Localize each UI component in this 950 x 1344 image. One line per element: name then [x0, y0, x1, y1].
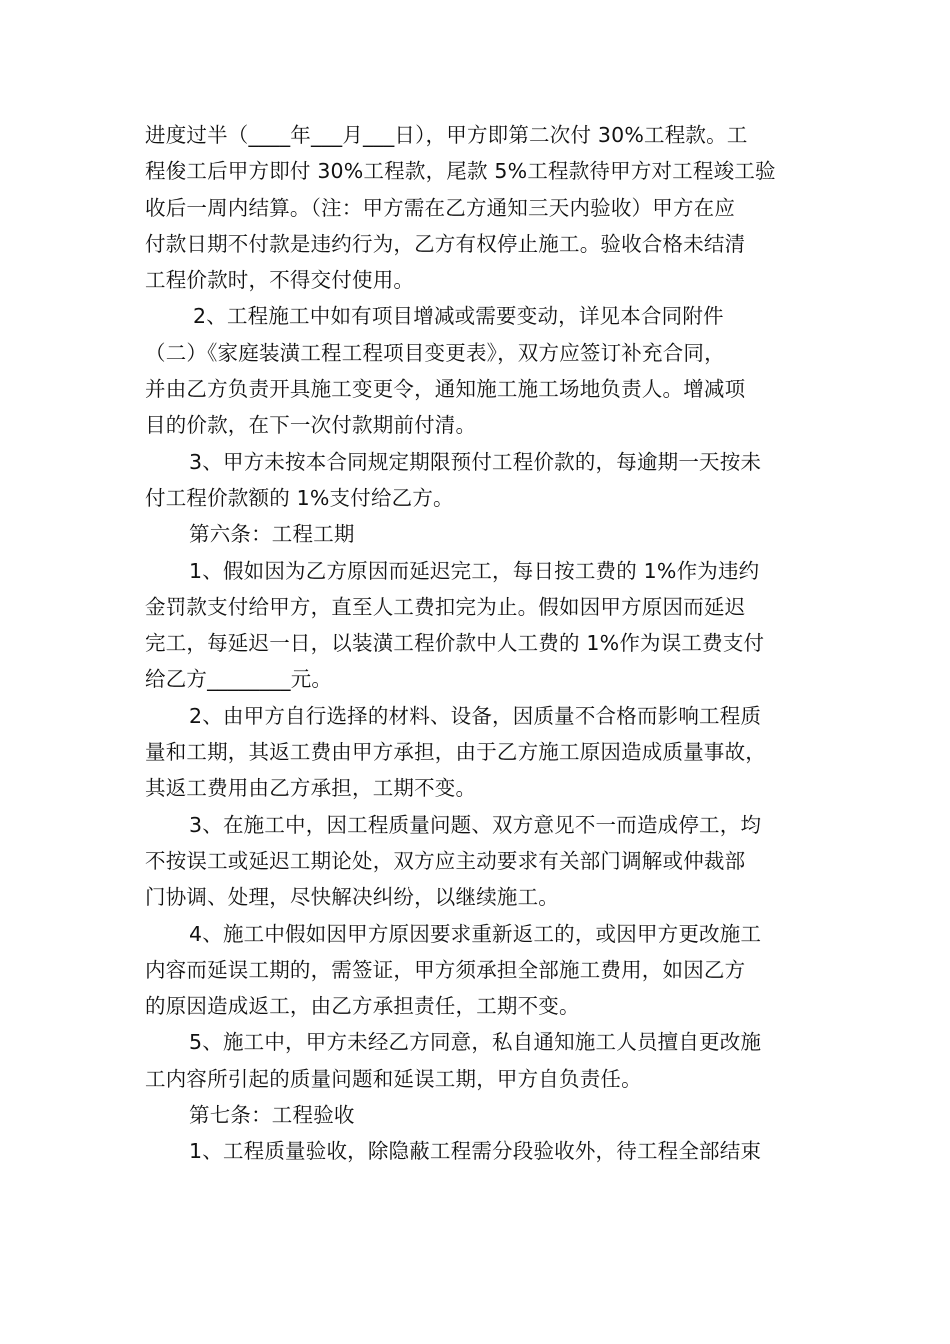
text-line: 工程价款时，不得交付使用。 — [145, 268, 415, 293]
text-line: 门协调、处理，尽快解决纠纷，以继续施工。 — [145, 885, 559, 910]
heading-text: 第六条：工程工期 — [189, 522, 355, 547]
section-heading-article-7 — [145, 1097, 813, 1133]
contract-body — [145, 117, 813, 1170]
text-line: 2、工程施工中如有项目增减或需要变动，详见本合同附件 — [193, 304, 724, 329]
paragraph-item-3-late-payment — [145, 444, 813, 517]
text-line: 4、施工中假如因甲方原因要求重新返工的，或因甲方更改施工 — [189, 921, 762, 946]
text-line: 内容而延误工期的，需签证，甲方须承担全部施工费用，如因乙方 — [145, 957, 746, 982]
text-line: 付工程价款额的 1%支付给乙方。 — [145, 485, 454, 510]
text-line: 付款日期不付款是违约行为，乙方有权停止施工。验收合格未结清 — [145, 231, 746, 256]
text-line: 其返工费用由乙方承担，工期不变。 — [145, 776, 477, 801]
text-line: 收后一周内结算。（注：甲方需在乙方通知三天内验收）甲方在应 — [145, 195, 736, 220]
text-line: 量和工期，其返工费由甲方承担，由于乙方施工原因造成质量事故， — [145, 740, 766, 765]
paragraph-payment-schedule — [145, 117, 813, 298]
paragraph-article-6-item-1 — [145, 553, 813, 698]
paragraph-item-2-changes — [145, 298, 813, 443]
paragraph-article-6-item-4 — [145, 916, 813, 1025]
text-line: 1、工程质量验收，除隐蔽工程需分段验收外，待工程全部结束 — [189, 1139, 762, 1164]
text-line: 2、由甲方自行选择的材料、设备，因质量不合格而影响工程质 — [189, 703, 762, 728]
heading-text: 第七条：工程验收 — [189, 1103, 355, 1128]
text-line: 不按误工或延迟工期论处，双方应主动要求有关部门调解或仲裁部 — [145, 848, 746, 873]
text-line: （二）《家庭装潢工程工程项目变更表》，双方应签订补充合同， — [145, 340, 725, 365]
text-line: 金罚款支付给甲方，直至人工费扣完为止。假如因甲方原因而延迟 — [145, 594, 746, 619]
text-line: 的原因造成返工，由乙方承担责任，工期不变。 — [145, 994, 580, 1019]
text-line: 3、在施工中，因工程质量问题、双方意见不一而造成停工，均 — [189, 812, 762, 837]
paragraph-article-6-item-2 — [145, 698, 813, 807]
text-line: 3、甲方未按本合同规定期限预付工程价款的，每逾期一天按未 — [189, 449, 762, 474]
text-line: 并由乙方负责开具施工变更令，通知施工施工场地负责人。增减项 — [145, 377, 746, 402]
text-line: 进度过半（____年___月___日），甲方即第二次付 30%工程款。工 — [145, 123, 748, 147]
text-line: 完工，每延迟一日，以装潢工程价款中人工费的 1%作为误工费支付 — [145, 631, 765, 656]
section-heading-article-6 — [145, 516, 813, 552]
text-line: 1、假如因为乙方原因而延迟完工，每日按工费的 1%作为违约 — [189, 558, 760, 583]
text-line: 5、施工中，甲方未经乙方同意，私自通知施工人员擅自更改施 — [189, 1030, 762, 1055]
text-line: 程俊工后甲方即付 30%工程款，尾款 5%工程款待甲方对工程竣工验 — [145, 159, 776, 184]
paragraph-article-6-item-5 — [145, 1024, 813, 1097]
paragraph-article-7-item-1 — [145, 1133, 813, 1169]
text-line: 给乙方________元。 — [145, 667, 333, 692]
paragraph-article-6-item-3 — [145, 807, 813, 916]
text-line: 目的价款，在下一次付款期前付清。 — [145, 413, 477, 438]
text-line: 工内容所引起的质量问题和延误工期，甲方自负责任。 — [145, 1066, 642, 1091]
